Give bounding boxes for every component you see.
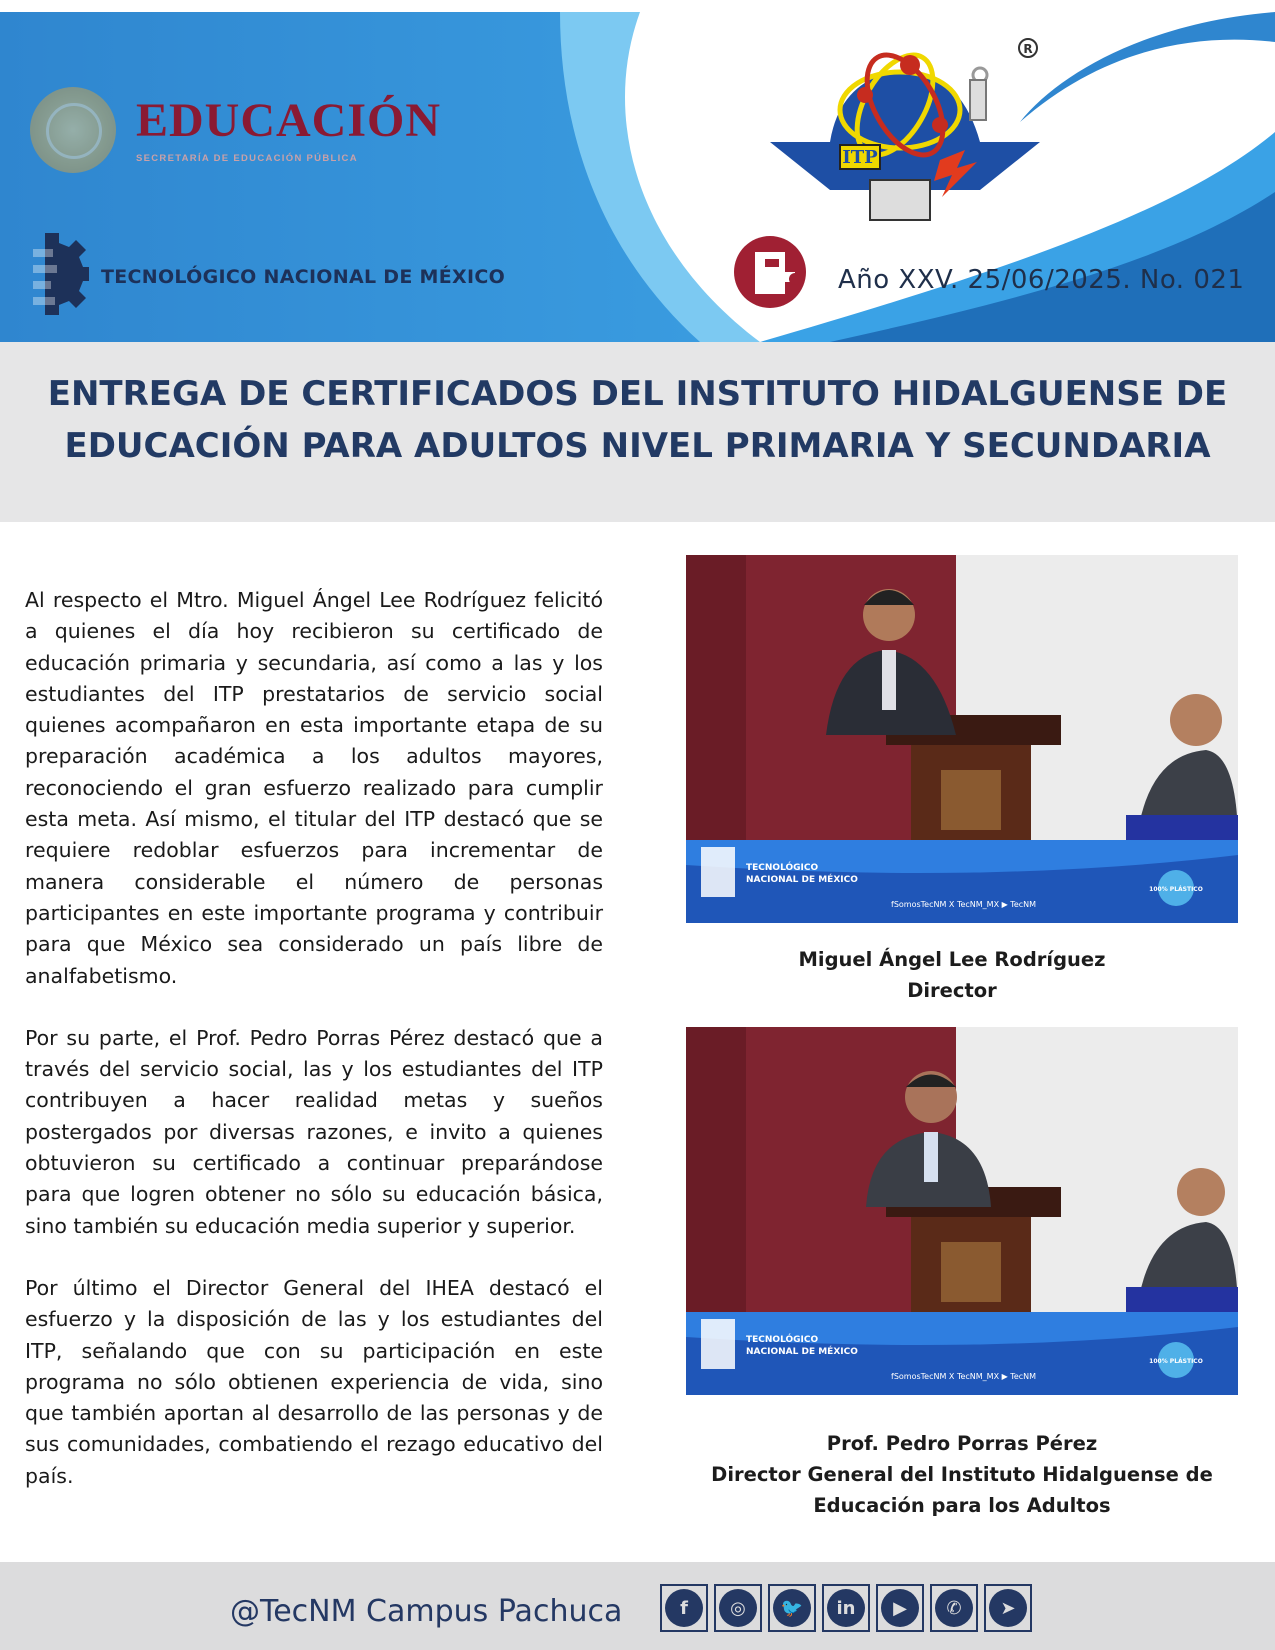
linkedin-icon[interactable]: in	[822, 1584, 870, 1632]
banner-title: TECNOLÓGICO	[746, 1335, 819, 1345]
footer	[0, 1562, 1275, 1650]
title-line-2: EDUCACIÓN PARA ADULTOS NIVEL PRIMARIA Y SECUNDARIA	[64, 426, 1211, 466]
photo-director	[686, 555, 1238, 923]
article-title	[0, 368, 1275, 472]
banner-social: fSomosTecNM X TecNM_MX ▶ TecNM	[891, 1372, 1037, 1381]
issue-info: Año XXV. 25/06/2025. No. 021	[838, 265, 1245, 295]
caption-role: Director	[907, 979, 997, 1002]
itp-logo	[770, 30, 1050, 230]
paragraph-3: Por último el Director General del IHEA destacó el esfuerzo y la disposición de las y los estudiantes del ITP, señalando que con su participación en este programa no sólo obtienen experiencia de vida, sino que también aportan al desarrollo de las personas y de sus comunidades, combatiendo el rezago educativo del país.	[25, 1275, 603, 1488]
caption-director	[686, 944, 1218, 1006]
facebook-icon[interactable]: f	[660, 1584, 708, 1632]
caption-name: Prof. Pedro Porras Pérez	[826, 1432, 1098, 1455]
photo-director-scene	[686, 555, 1238, 923]
tecnm-logo	[25, 229, 505, 325]
caption-role-1: Director General del Instituto Hidalguense de	[711, 1463, 1213, 1486]
banner-subtitle: NACIONAL DE MÉXICO	[746, 1347, 858, 1357]
sep-subtitle: SECRETARÍA DE EDUCACIÓN PÚBLICA	[136, 152, 358, 164]
sep-logo	[30, 87, 441, 173]
caption-ihea-director	[686, 1428, 1238, 1521]
caption-name: Miguel Ángel Lee Rodríguez	[798, 948, 1106, 971]
twitter-icon[interactable]: 🐦	[768, 1584, 816, 1632]
comunicacion-difusion-logo	[715, 217, 825, 327]
sep-title: EDUCACIÓN	[136, 93, 442, 147]
itp-logo-label: ITP	[842, 147, 878, 168]
svg-text:R: R	[1023, 42, 1033, 56]
banner-badge: 100% PLÁSTICO	[1149, 886, 1203, 893]
youtube-icon[interactable]: ▶	[876, 1584, 924, 1632]
social-handle: @TecNM Campus Pachuca	[230, 1594, 623, 1629]
photo-ihea-director	[686, 1027, 1238, 1395]
banner-title: TECNOLÓGICO	[746, 863, 819, 873]
photo-ihea-director-scene	[686, 1027, 1238, 1395]
whatsapp-icon[interactable]: ✆	[930, 1584, 978, 1632]
title-line-1: ENTREGA DE CERTIFICADOS DEL INSTITUTO HIDALGUENSE DE	[47, 374, 1228, 414]
telegram-icon[interactable]: ➤	[984, 1584, 1032, 1632]
article-body	[25, 585, 603, 1523]
banner-subtitle: NACIONAL DE MÉXICO	[746, 875, 858, 885]
paragraph-1: Al respecto el Mtro. Miguel Ángel Lee Rodríguez felicitó a quienes el día hoy recibieron su certificado de educación primaria y secundaria, así como a las y los estudiantes del ITP prestatarios de servicio social quienes acompañaron en esta importante etapa de su preparación académica a los adultos mayores, reconociendo el gran esfuerzo realizado para cumplir esta meta. Así mismo, el titular del ITP destacó que se requiere redoblar esfuerzos para incrementar de manera considerable el número de personas participantes en este importante programa y contribuir para que México sea considerado un país libre de analfabetismo.	[25, 588, 603, 988]
paragraph-2: Por su parte, el Prof. Pedro Porras Pérez destacó que a través del servicio social, las y los estudiantes del ITP contribuyen a hacer realidad metas y sueños postergados por diversas razones, e invito a quienes obtuvieron su certificado a continuar preparándose para que logren obtener no sólo su educación básica, sino también su educación media superior y superior.	[25, 1025, 603, 1238]
social-icons	[660, 1584, 1032, 1632]
header-banner	[0, 12, 1275, 342]
banner-badge: 100% PLÁSTICO	[1149, 1358, 1203, 1365]
tecnm-gear-icon	[25, 229, 89, 325]
mexico-seal-icon	[30, 87, 116, 173]
tecnm-name: TECNOLÓGICO NACIONAL DE MÉXICO	[101, 266, 506, 288]
instagram-icon[interactable]: ◎	[714, 1584, 762, 1632]
caption-role-2: Educación para los Adultos	[813, 1494, 1111, 1517]
banner-social: fSomosTecNM X TecNM_MX ▶ TecNM	[891, 900, 1037, 909]
